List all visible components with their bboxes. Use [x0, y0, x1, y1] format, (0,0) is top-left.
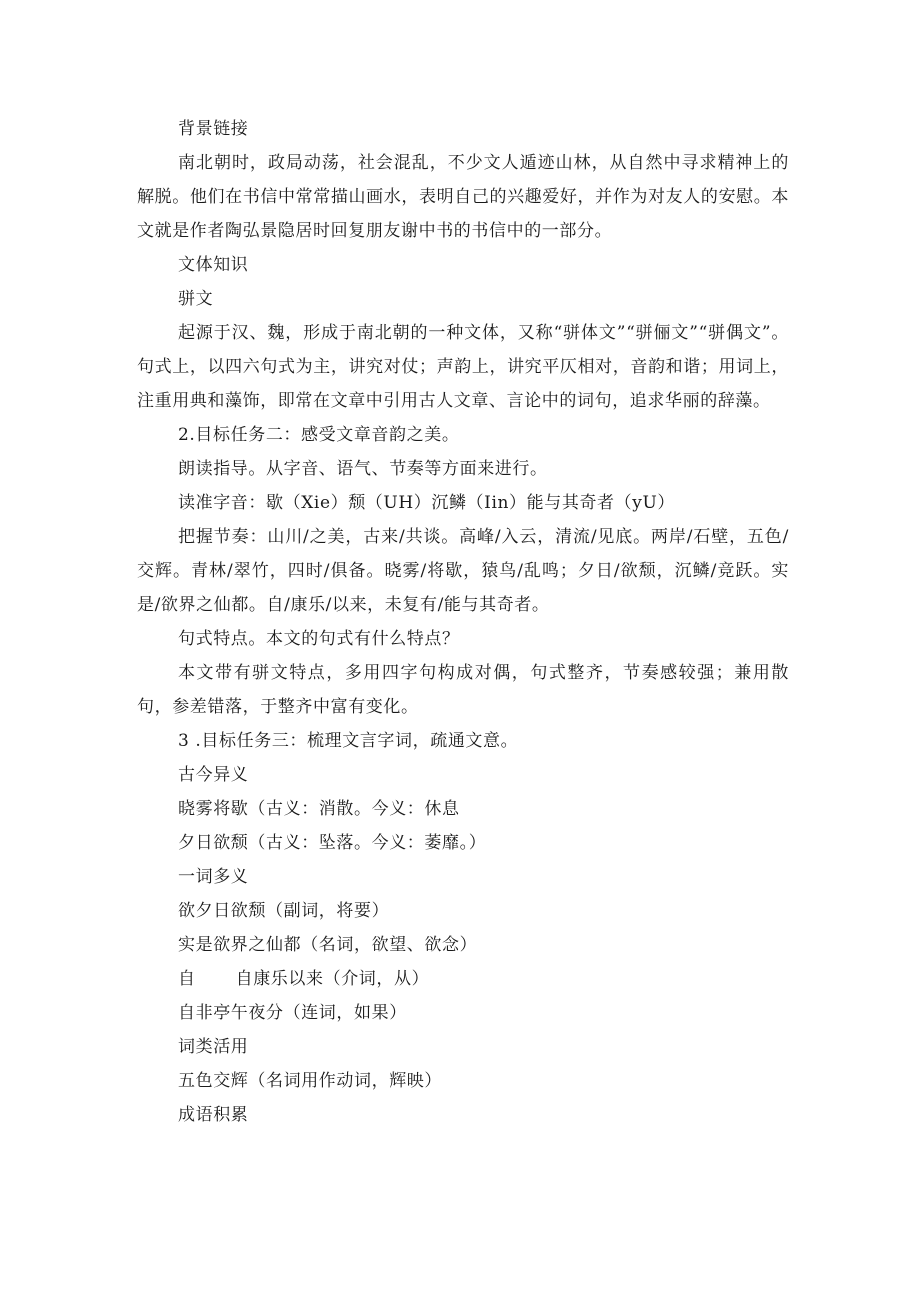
- yici-item: 欲夕日欲颓（副词，将要）: [178, 901, 390, 921]
- yici-word: 自: [178, 969, 196, 989]
- pronunciation-line: 读准字音：歇（Xie）颓（UH）沉鳞（Iin）能与其奇者（yU）: [178, 493, 675, 513]
- yici-item: 自非亭午夜分（连词，如果）: [178, 1003, 407, 1023]
- sentence-feature-question: 句式特点。本文的句式有什么特点？: [178, 629, 460, 649]
- rhythm-paragraph: 把握节奏：山川/之美，古来/共谈。高峰/入云，清流/见底。两岸/石壁，五色/交辉。青林/翠竹，四时/俱备。晓雾/将歇，猿鸟/乱鸣；夕日/欲颓，沉鳞/竞跃。实是/欲界之仙都。自/康乐/以来，未复有/能与其奇者。: [137, 527, 789, 615]
- yici-item-zi: [137, 962, 789, 996]
- document-body: [137, 112, 789, 1132]
- cilei-heading: 词类活用: [178, 1037, 249, 1057]
- cilei-item: 五色交辉（名词用作动词，辉映）: [178, 1071, 442, 1091]
- yici-item: 实是欲界之仙都（名词，欲望、欲念）: [178, 935, 478, 955]
- yici-heading: 一词多义: [178, 867, 249, 887]
- task-two-heading: 2.目标任务二：感受文章音韵之美。: [178, 425, 460, 445]
- background-heading: 背景链接: [178, 119, 249, 139]
- gujin-heading: 古今异义: [178, 765, 249, 785]
- reading-guide: 朗读指导。从字音、语气、节奏等方面来进行。: [178, 459, 548, 479]
- sentence-feature-answer: 本文带有骈文特点，多用四字句构成对偶，句式整齐，节奏感较强；兼用散句，参差错落，于整齐中富有变化。: [137, 663, 789, 717]
- gujin-item: 晓雾将歇（古义：消散。今义：休息: [178, 799, 460, 819]
- background-paragraph: 南北朝时，政局动荡，社会混乱，不少文人遁迹山林，从自然中寻求精神上的解脱。他们在书信中常常描山画水，表明自己的兴趣爱好，并作为对友人的安慰。本文就是作者陶弘景隐居时回复朋友谢中书的书信中的一部分。: [137, 153, 789, 241]
- pianwen-paragraph: 起源于汉、魏，形成于南北朝的一种文体，又称“骈体文”“骈俪文”“骈偶文”。句式上，以四六句式为主，讲究对仗；声韵上，讲究平仄相对，音韵和谐；用词上，注重用典和藻饰，即常在文章中引用古人文章、言论中的词句，追求华丽的辞藻。: [137, 323, 789, 411]
- task-three-heading: 3 .目标任务三：梳理文言字词，疏通文意。: [178, 731, 519, 751]
- chengyu-heading: 成语积累: [178, 1105, 249, 1125]
- genre-knowledge-heading: 文体知识: [178, 255, 249, 275]
- yici-example: 自康乐以来（介词，从）: [235, 969, 430, 989]
- pianwen-heading: 骈文: [178, 289, 214, 309]
- gujin-item: 夕日欲颓（古义：坠落。今义：萎靡。）: [178, 833, 487, 853]
